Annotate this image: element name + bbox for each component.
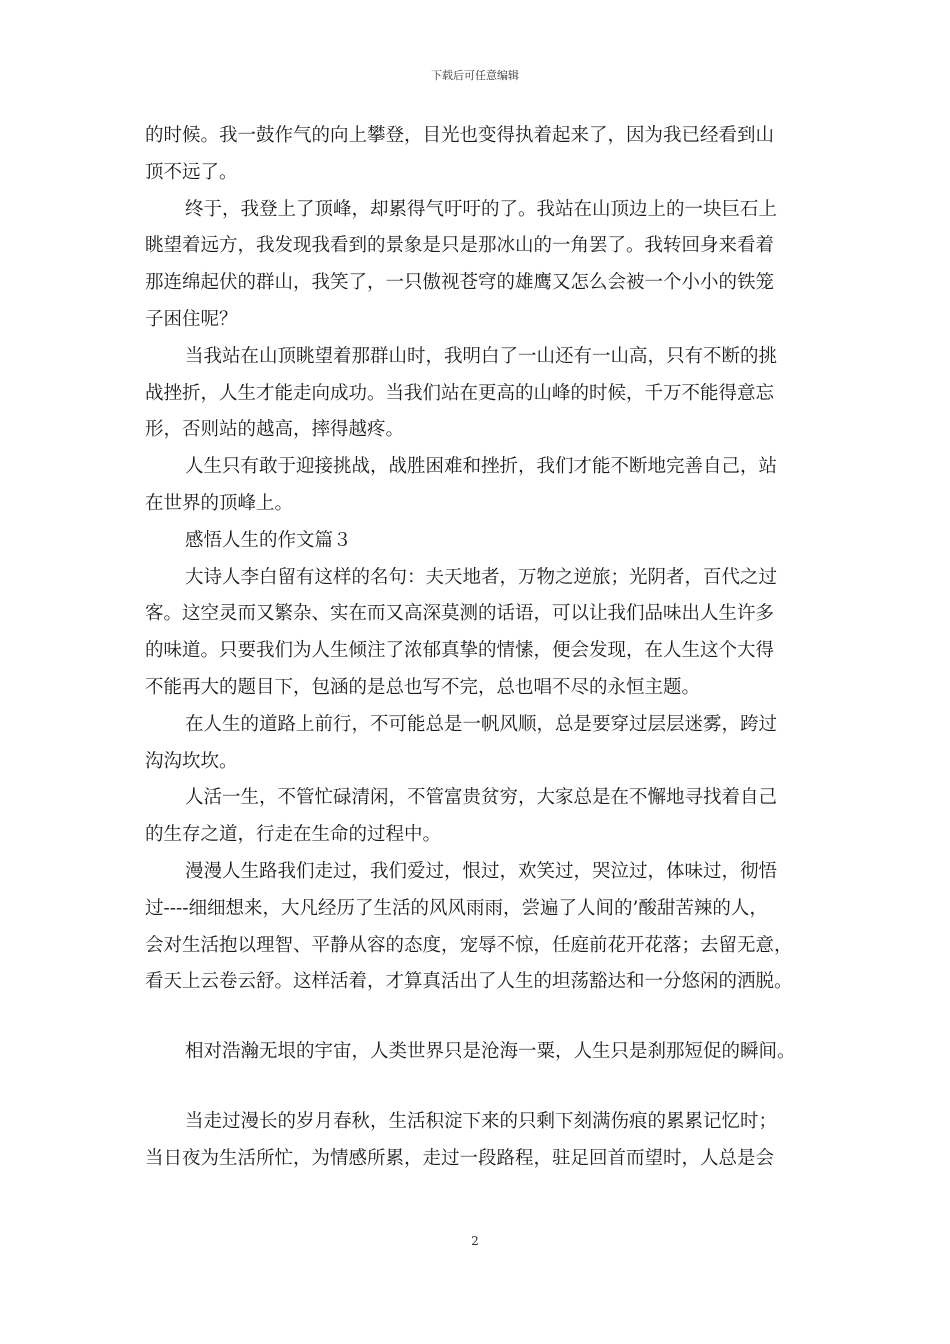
paragraph-gap xyxy=(145,1071,815,1104)
text-line: 相对浩瀚无垠的宇宙，人类世界只是沧海一粟，人生只是刹那短促的瞬间。 xyxy=(185,1041,796,1063)
page-number: 2 xyxy=(471,1234,479,1248)
text-line: 当我站在山顶眺望着那群山时，我明白了一山还有一山高，只有不断的挑 xyxy=(185,345,778,367)
text-line: 看天上云卷云舒。这样活着，才算真活出了人生的坦荡豁达和一分悠闲的洒脱。 xyxy=(145,971,793,993)
text-line: 客。这空灵而又繁杂、实在而又高深莫测的话语，可以让我们品味出人生许多 xyxy=(145,603,775,625)
text-line: 子困住呢？ xyxy=(145,308,238,330)
text-line: 的味道。只要我们为人生倾注了浓郁真挚的情愫，便会发现，在人生这个大得 xyxy=(145,640,775,662)
text-line: 会对生活抱以理智、平静从容的态度，宠辱不惊，任庭前花开花落；去留无意， xyxy=(145,934,793,956)
text-line: 眺望着远方，我发现我看到的景象是只是那冰山的一角罢了。我转回身来看着 xyxy=(145,235,775,257)
text-line: 沟沟坎坎。 xyxy=(145,750,238,772)
text-line: 漫漫人生路我们走过，我们爱过，恨过，欢笑过，哭泣过，体味过，彻悟 xyxy=(185,860,778,882)
text-line: 终于，我登上了顶峰，却累得气吁吁的了。我站在山顶边上的一块巨石上 xyxy=(185,198,778,220)
text-line: 在世界的顶峰上。 xyxy=(145,492,294,514)
text-line: 过----细细想来，大凡经历了生活的风风雨雨，尝遍了人间的’酸甜苦辣的人， xyxy=(145,897,768,919)
text-line: 不能再大的题目下，包涵的是总也写不完，总也唱不尽的永恒主题。 xyxy=(145,676,701,698)
text-line: 那连绵起伏的群山，我笑了，一只傲视苍穹的雄鹰又怎么会被一个小小的铁笼 xyxy=(145,272,775,294)
document-body xyxy=(145,118,815,1178)
text-line: 顶不远了。 xyxy=(145,161,238,183)
text-line: 当日夜为生活所忙，为情感所累，走过一段路程，驻足回首而望时，人总是会 xyxy=(145,1147,775,1169)
text-line: 感悟人生的作文篇３ xyxy=(185,529,352,551)
page-header: 下载后可任意编辑 xyxy=(431,69,519,82)
text-line: 大诗人李白留有这样的名句：夫天地者，万物之逆旅；光阴者，百代之过 xyxy=(185,566,778,588)
paragraph-gap xyxy=(145,1001,815,1034)
text-line: 的生存之道，行走在生命的过程中。 xyxy=(145,824,442,846)
text-line: 在人生的道路上前行，不可能总是一帆风顺，总是要穿过层层迷雾，跨过 xyxy=(185,713,778,735)
text-line: 形，否则站的越高，摔得越疼。 xyxy=(145,419,405,441)
text-line: 人生只有敢于迎接挑战，战胜困难和挫折，我们才能不断地完善自己，站 xyxy=(185,456,778,478)
text-line: 人活一生，不管忙碌清闲，不管富贵贫穷，大家总是在不懈地寻找着自己 xyxy=(185,787,778,809)
text-line: 当走过漫长的岁月春秋，生活积淀下来的只剩下刻满伤痕的累累记忆时； xyxy=(185,1110,778,1132)
text-line: 的时候。我一鼓作气的向上攀登，目光也变得执着起来了，因为我已经看到山 xyxy=(145,125,775,146)
text-line: 战挫折，人生才能走向成功。当我们站在更高的山峰的时候，千万不能得意忘 xyxy=(145,382,775,404)
